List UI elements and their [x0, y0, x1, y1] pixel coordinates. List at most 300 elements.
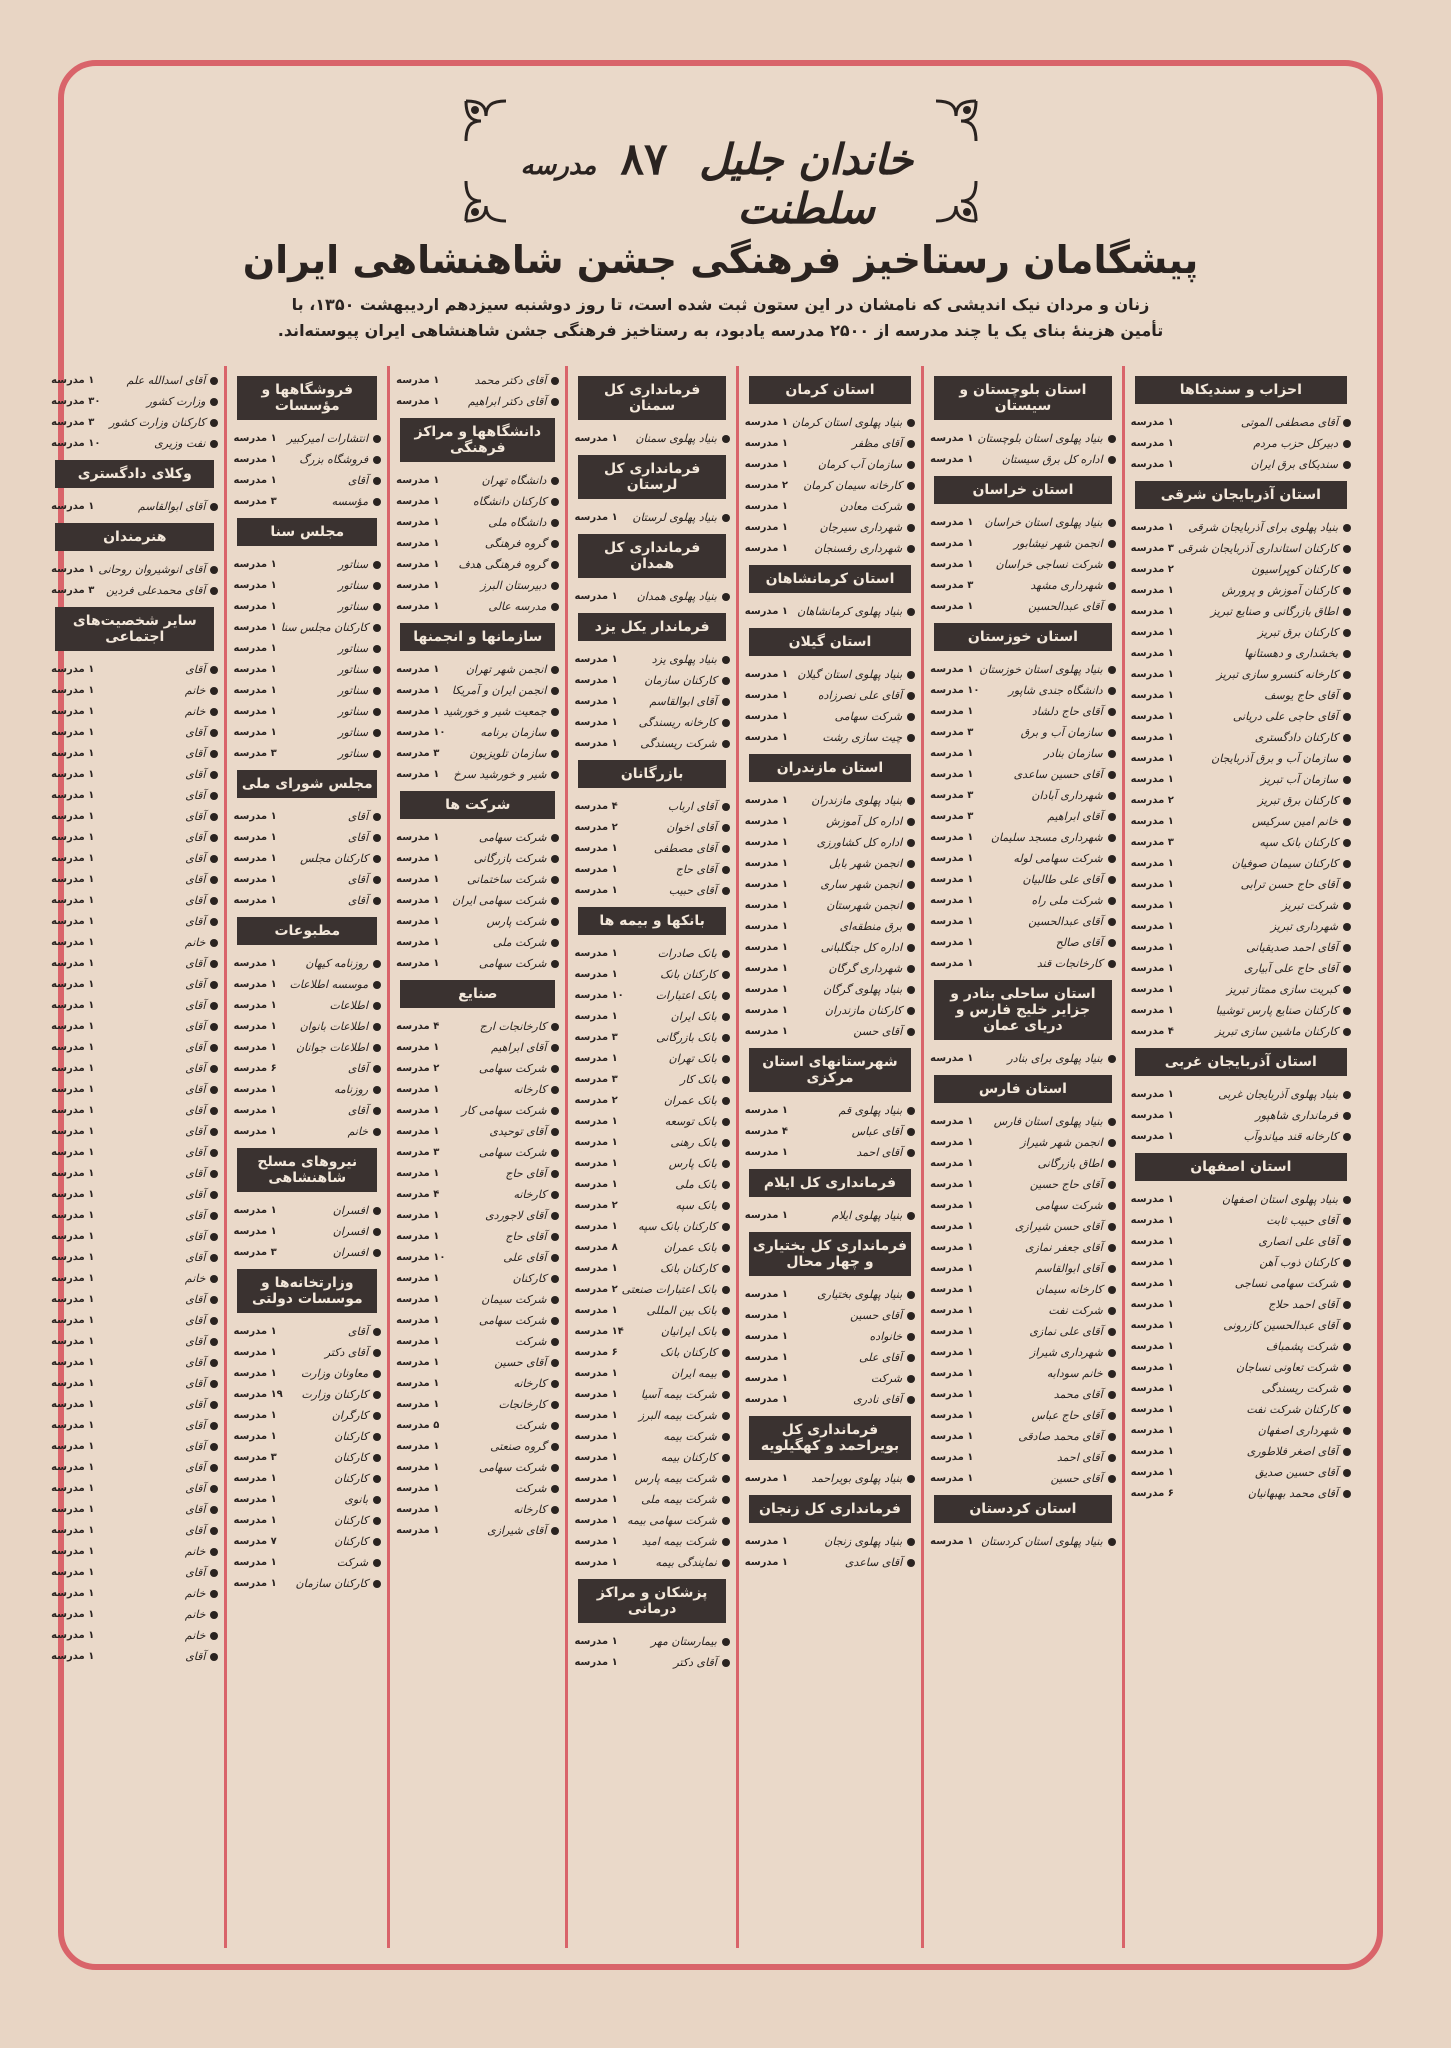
school-count: ۱ مدرسه	[574, 1515, 618, 1526]
list-item	[745, 1531, 915, 1552]
list-item	[574, 1468, 729, 1489]
school-count: ۱ مدرسه	[930, 1389, 974, 1400]
donor-name: بنیاد پهلوی همدان	[636, 590, 717, 603]
school-count: ۱ مدرسه	[744, 1026, 788, 1037]
list-item	[396, 1457, 559, 1478]
bullet-icon	[722, 1517, 730, 1525]
list-item	[233, 449, 381, 470]
list-item	[1131, 1105, 1351, 1126]
bullet-icon	[907, 482, 915, 490]
donor-name: آقای حسین صدیق	[1255, 1466, 1338, 1479]
donor-name: شرکت سهامی کار	[461, 1104, 547, 1117]
school-count: ۱ مدرسه	[396, 1399, 440, 1410]
donor-name: شرکت بازرگانی	[473, 852, 547, 865]
donor-name: سندیکای برق ایران	[1250, 458, 1338, 471]
donor-name: آقای جعفر نمازی	[1024, 1241, 1103, 1254]
school-count: ۱ مدرسه	[396, 1210, 440, 1221]
list-item	[396, 1520, 559, 1541]
list-item	[1131, 1378, 1351, 1399]
donor-name: خانم	[184, 684, 206, 697]
section-heading: استان ساحلی بنادر و جزایر خلیج فارس و دریای عمان	[934, 980, 1112, 1040]
school-count: ۳ مدرسه	[930, 811, 974, 822]
school-count: ۱ مدرسه	[930, 517, 974, 528]
school-count: ۱ مدرسه	[396, 895, 440, 906]
school-count: ۱ مدرسه	[574, 843, 618, 854]
list-item	[51, 1331, 218, 1352]
donor-name: آقای	[185, 1251, 206, 1264]
school-count: ۱ مدرسه	[233, 433, 277, 444]
school-count: ۱ مدرسه	[51, 1315, 95, 1326]
bullet-icon	[551, 582, 559, 590]
bullet-icon	[373, 834, 381, 842]
bullet-icon	[551, 1464, 559, 1472]
school-count: ۱ مدرسه	[396, 1462, 440, 1473]
donor-name: آقای	[185, 831, 206, 844]
section-heading: دانشگاهها و مراکز فرهنگی	[400, 418, 555, 462]
school-count: ۱ مدرسه	[51, 853, 95, 864]
school-count: ۱ مدرسه	[51, 1294, 95, 1305]
donor-name: دبیرستان البرز	[480, 579, 547, 592]
list-item	[51, 1142, 218, 1163]
bullet-icon	[722, 1034, 730, 1042]
school-count: ۱ مدرسه	[930, 958, 974, 969]
list-item	[745, 1389, 915, 1410]
section-heading: استان آذربایجان غربی	[1135, 1048, 1347, 1076]
school-count: ۱ مدرسه	[930, 1410, 974, 1421]
bullet-icon	[722, 1202, 730, 1210]
title-line	[521, 134, 921, 233]
bullet-icon	[210, 1275, 218, 1283]
list-item	[51, 1520, 218, 1541]
school-count: ۱ مدرسه	[744, 858, 788, 869]
section-heading: فرمانداری کل ایلام	[749, 1169, 911, 1197]
school-count: ۱ مدرسه	[930, 853, 974, 864]
donor-name: کارخانجات قند	[1036, 957, 1103, 970]
bullet-icon	[551, 771, 559, 779]
list-item	[396, 1499, 559, 1520]
list-item	[233, 1531, 381, 1552]
donor-name: آقای مصطفی	[653, 842, 717, 855]
donor-name: سازمان برنامه	[480, 726, 547, 739]
school-count: ۱ مدرسه	[1130, 438, 1174, 449]
bullet-icon	[907, 692, 915, 700]
bullet-icon	[210, 1590, 218, 1598]
bullet-icon	[210, 1548, 218, 1556]
bullet-icon	[210, 1170, 218, 1178]
school-count: ۱ مدرسه	[744, 606, 788, 617]
list-item	[396, 827, 559, 848]
school-count: ۱ مدرسه	[396, 706, 440, 717]
bullet-icon	[373, 1002, 381, 1010]
list-item	[1131, 454, 1351, 475]
bullet-icon	[1108, 1202, 1116, 1210]
list-item	[574, 943, 729, 964]
bullet-icon	[722, 1076, 730, 1084]
bullet-icon	[907, 419, 915, 427]
donor-name: آقای دکتر	[673, 1656, 717, 1669]
donor-name: کارکنان برق تبریز	[1257, 626, 1338, 639]
list-item	[1131, 1294, 1351, 1315]
school-count: ۱ مدرسه	[1130, 774, 1174, 785]
donor-name: کارخانه سیمان کرمان	[803, 479, 903, 492]
list-item	[574, 428, 729, 449]
bullet-icon	[1343, 1322, 1351, 1330]
list-item	[1131, 811, 1351, 832]
section-heading: استان فارس	[934, 1075, 1112, 1103]
list-item	[396, 722, 559, 743]
donor-name: آقای علی	[503, 1251, 547, 1264]
list-item	[233, 1363, 381, 1384]
list-item	[574, 1510, 729, 1531]
school-count: ۱ مدرسه	[574, 696, 618, 707]
list-item	[745, 601, 915, 622]
list-item	[233, 848, 381, 869]
list-item	[574, 1384, 729, 1405]
school-count: ۵ مدرسه	[396, 1420, 440, 1431]
bullet-icon	[373, 603, 381, 611]
list-item	[930, 1132, 1116, 1153]
bullet-icon	[1108, 1412, 1116, 1420]
school-count: ۱ مدرسه	[51, 1189, 95, 1200]
bullet-icon	[722, 719, 730, 727]
donor-name: آقای حبیب	[668, 884, 717, 897]
donor-name: شرکت سهامی بیمه	[627, 1514, 717, 1527]
list-item	[574, 670, 729, 691]
section-heading: بانکها و بیمه ها	[578, 907, 725, 935]
bullet-icon	[210, 729, 218, 737]
donor-name: جمعیت شیر و خورشید	[443, 705, 547, 718]
donor-name: شرکت سهامی	[1035, 1199, 1103, 1212]
school-count: ۱ مدرسه	[744, 522, 788, 533]
bullet-icon	[907, 1333, 915, 1341]
page-frame	[51, 60, 1383, 1970]
list-item	[233, 491, 381, 512]
school-count: ۱ مدرسه	[744, 732, 788, 743]
donor-name: آقای انوشیروان روحانی	[98, 563, 206, 576]
bullet-icon	[210, 1317, 218, 1325]
bullet-icon	[1108, 855, 1116, 863]
list-item	[1131, 1483, 1351, 1504]
school-count: ۱ مدرسه	[930, 1179, 974, 1190]
donor-name: سناتور	[338, 558, 369, 571]
bullet-icon	[907, 860, 915, 868]
school-count: ۱ مدرسه	[233, 1494, 277, 1505]
school-count: ۱ مدرسه	[930, 748, 974, 759]
school-count: ۱ مدرسه	[574, 738, 618, 749]
bullet-icon	[722, 950, 730, 958]
list-item	[1131, 1420, 1351, 1441]
list-item	[51, 1499, 218, 1520]
list-item	[745, 433, 915, 454]
list-item	[745, 538, 915, 559]
school-count: ۱۰ مدرسه	[51, 438, 101, 449]
school-count: ۱ مدرسه	[51, 1588, 95, 1599]
list-item	[396, 533, 559, 554]
donor-name: بنیاد پهلوی قم	[838, 1104, 903, 1117]
donor-name: آقای علی طالبیان	[1022, 873, 1103, 886]
donor-name: سناتور	[338, 726, 369, 739]
school-count: ۱ مدرسه	[930, 1431, 974, 1442]
bullet-icon	[373, 477, 381, 485]
donor-name: آقای حسن	[853, 1025, 903, 1038]
donor-name: سازمان آب کرمان	[817, 458, 903, 471]
bullet-icon	[1108, 603, 1116, 611]
bullet-icon	[907, 1375, 915, 1383]
school-count: ۱ مدرسه	[233, 832, 277, 843]
school-count: ۲ مدرسه	[574, 1095, 618, 1106]
school-count: ۱ مدرسه	[744, 795, 788, 806]
bullet-icon	[1108, 1370, 1116, 1378]
school-count: ۱ مدرسه	[1130, 963, 1174, 974]
bullet-icon	[722, 1538, 730, 1546]
section-heading: سایر شخصیت‌های اجتماعی	[55, 607, 214, 651]
school-count: ۱ مدرسه	[51, 1420, 95, 1431]
list-item	[574, 1321, 729, 1342]
school-count: ۱ مدرسه	[51, 664, 95, 675]
list-item	[574, 985, 729, 1006]
list-item	[396, 953, 559, 974]
list-item	[233, 806, 381, 827]
school-count: ۱ مدرسه	[930, 1326, 974, 1337]
bullet-icon	[722, 677, 730, 685]
school-count: ۱ مدرسه	[1130, 858, 1174, 869]
bullet-icon	[373, 1044, 381, 1052]
list-item	[930, 764, 1116, 785]
donor-name: کارخانه	[513, 1188, 547, 1201]
list-item	[745, 979, 915, 1000]
bullet-icon	[907, 1107, 915, 1115]
list-item	[233, 1405, 381, 1426]
bullet-icon	[210, 566, 218, 574]
donor-name: شرکت سهامی	[478, 1146, 547, 1159]
donor-name: شرکت سیمان	[481, 1293, 547, 1306]
school-count: ۱ مدرسه	[574, 1158, 618, 1169]
list-item	[930, 1300, 1116, 1321]
list-item	[396, 512, 559, 533]
bullet-icon	[373, 1349, 381, 1357]
school-count: ۱ مدرسه	[930, 1137, 974, 1148]
donor-name: آقای حاج یوسف	[1264, 689, 1338, 702]
list-item	[396, 1415, 559, 1436]
donor-name: آقای ابراهیم	[490, 1041, 547, 1054]
bullet-icon	[1343, 713, 1351, 721]
section-heading: احزاب و سندیکاها	[1135, 376, 1347, 404]
school-count: ۱۰ مدرسه	[396, 1252, 446, 1263]
bullet-icon	[373, 498, 381, 506]
list-item	[574, 1342, 729, 1363]
school-count: ۱ مدرسه	[1130, 1446, 1174, 1457]
bullet-icon	[551, 834, 559, 842]
school-count: ۱ مدرسه	[233, 1515, 277, 1526]
bullet-icon	[1108, 540, 1116, 548]
bullet-icon	[210, 687, 218, 695]
bullet-icon	[1343, 923, 1351, 931]
donor-name: بنیاد پهلوی استان اصفهان	[1222, 1193, 1338, 1206]
bullet-icon	[722, 824, 730, 832]
bullet-icon	[551, 398, 559, 406]
school-count: ۳ مدرسه	[233, 748, 277, 759]
donor-name: بانک تهران	[668, 1052, 717, 1065]
bullet-icon	[907, 1007, 915, 1015]
school-count: ۱ مدرسه	[51, 1000, 95, 1011]
list-column	[921, 366, 1122, 1948]
school-count: ۱ مدرسه	[396, 1294, 440, 1305]
donor-name: آقای	[347, 810, 369, 823]
school-count: ۱ مدرسه	[930, 1242, 974, 1253]
bullet-icon	[722, 740, 730, 748]
bullet-icon	[1343, 1469, 1351, 1477]
list-item	[1131, 1210, 1351, 1231]
school-count: ۱ مدرسه	[744, 711, 788, 722]
list-item	[396, 890, 559, 911]
donor-name: شرکت پشمباف	[1265, 1340, 1338, 1353]
bullet-icon	[373, 1249, 381, 1257]
list-item	[396, 1226, 559, 1247]
donor-name: کارکنان ماشین سازی تبریز	[1215, 1025, 1338, 1038]
school-count: ۱ مدرسه	[930, 1284, 974, 1295]
bullet-icon	[1108, 1244, 1116, 1252]
school-count: ۱ مدرسه	[233, 475, 277, 486]
list-item	[233, 1384, 381, 1405]
bullet-icon	[907, 1538, 915, 1546]
donor-name: آقای ابوالقاسم	[649, 695, 717, 708]
list-item	[51, 659, 218, 680]
school-count: ۱ مدرسه	[574, 1221, 618, 1232]
bullet-icon	[1108, 561, 1116, 569]
donor-name: بنیاد پهلوی برای بنادر	[1007, 1052, 1103, 1065]
school-count: ۱ مدرسه	[51, 937, 95, 948]
donor-name: اطلاعات جوانان	[295, 1041, 369, 1054]
bullet-icon	[551, 1359, 559, 1367]
donor-name: آقای	[347, 1062, 369, 1075]
bullet-icon	[210, 1485, 218, 1493]
list-item	[396, 701, 559, 722]
bullet-icon	[1108, 456, 1116, 464]
list-item	[574, 1531, 729, 1552]
list-item	[396, 1163, 559, 1184]
bullet-icon	[373, 981, 381, 989]
school-count: ۱ مدرسه	[574, 654, 618, 665]
school-count: ۱ مدرسه	[233, 685, 277, 696]
list-item	[930, 680, 1116, 701]
school-count: ۱ مدرسه	[396, 538, 440, 549]
school-count: ۲ مدرسه	[574, 1284, 618, 1295]
bullet-icon	[1108, 582, 1116, 590]
donor-name: کارکنان	[334, 1535, 369, 1548]
list-item	[930, 533, 1116, 554]
school-count: ۱ مدرسه	[1130, 1362, 1174, 1373]
list-item	[233, 1489, 381, 1510]
list-item	[1131, 895, 1351, 916]
list-item	[396, 1247, 559, 1268]
bullet-icon	[1343, 608, 1351, 616]
bullet-icon	[1108, 1286, 1116, 1294]
donor-name: نفت وزیری	[154, 437, 206, 450]
list-item	[1131, 1273, 1351, 1294]
school-count: ۱ مدرسه	[930, 706, 974, 717]
list-item	[51, 1268, 218, 1289]
school-count: ۱ مدرسه	[1130, 1131, 1174, 1142]
donor-name: شرکت ملی راه	[1031, 894, 1103, 907]
donor-name: آقای	[185, 663, 206, 676]
donor-name: شرکت سهامی	[834, 710, 903, 723]
school-count: ۱ مدرسه	[574, 1389, 618, 1400]
bullet-icon	[210, 1254, 218, 1262]
list-item	[930, 1447, 1116, 1468]
school-count: ۴ مدرسه	[396, 1189, 440, 1200]
donor-name: بانوی	[344, 1493, 369, 1506]
donor-name: خانم	[184, 705, 206, 718]
school-count: ۱ مدرسه	[51, 1525, 95, 1536]
donor-name: شرکت سهامی	[478, 1461, 547, 1474]
bullet-icon	[551, 1065, 559, 1073]
donor-name: آقای حسین	[850, 1309, 903, 1322]
bullet-icon	[551, 1023, 559, 1031]
list-item	[574, 712, 729, 733]
donor-name: بانک بازرگانی	[656, 1031, 717, 1044]
list-item	[745, 895, 915, 916]
school-count: ۱ مدرسه	[233, 874, 277, 885]
list-item	[396, 1478, 559, 1499]
section-heading: فرمانداری کل زنجان	[749, 1495, 911, 1523]
donor-name: آقای	[347, 474, 369, 487]
bullet-icon	[722, 1286, 730, 1294]
list-item	[574, 1426, 729, 1447]
donor-name: شهرداری تبریز	[1270, 920, 1338, 933]
donor-name: کبریت سازی ممتاز تبریز	[1226, 983, 1338, 996]
school-count: ۱ مدرسه	[1130, 1320, 1174, 1331]
school-count: ۱ مدرسه	[574, 1657, 618, 1668]
list-item	[396, 743, 559, 764]
donor-name: بنیاد پهلوی استان خوزستان	[979, 663, 1103, 676]
list-item	[1131, 1315, 1351, 1336]
school-count: ۶ مدرسه	[1130, 1488, 1174, 1499]
list-item	[51, 1541, 218, 1562]
list-item	[233, 638, 381, 659]
donor-name: کارکنان سازمان	[295, 1577, 369, 1590]
donor-name: معاونان وزارت	[300, 1367, 369, 1380]
donor-name: آقای حاج	[675, 863, 717, 876]
donor-name: بنیاد پهلوی استان گیلان	[797, 668, 903, 681]
bullet-icon	[1343, 1217, 1351, 1225]
list-item	[396, 596, 559, 617]
list-item	[51, 869, 218, 890]
school-count: ۱ مدرسه	[1130, 711, 1174, 722]
list-item	[51, 580, 218, 601]
list-item	[233, 953, 381, 974]
list-item	[396, 1352, 559, 1373]
list-item	[745, 937, 915, 958]
bullet-icon	[722, 1475, 730, 1483]
school-count: ۱ مدرسه	[396, 874, 440, 885]
list-item	[51, 1625, 218, 1646]
school-count: ۱ مدرسه	[233, 1084, 277, 1095]
school-count: ۲ مدرسه	[1130, 795, 1174, 806]
list-item	[233, 659, 381, 680]
list-item	[745, 853, 915, 874]
list-item	[930, 575, 1116, 596]
bullet-icon	[373, 645, 381, 653]
donor-name: بانک ملی	[675, 1178, 717, 1191]
list-item	[51, 1100, 218, 1121]
school-count: ۱ مدرسه	[744, 690, 788, 701]
school-count: ۱ مدرسه	[744, 963, 788, 974]
bullet-icon	[373, 1128, 381, 1136]
bullet-icon	[373, 435, 381, 443]
section-heading: فروشگاهها و مؤسسات	[237, 376, 377, 420]
list-item	[51, 559, 218, 580]
bullet-icon	[1108, 771, 1116, 779]
